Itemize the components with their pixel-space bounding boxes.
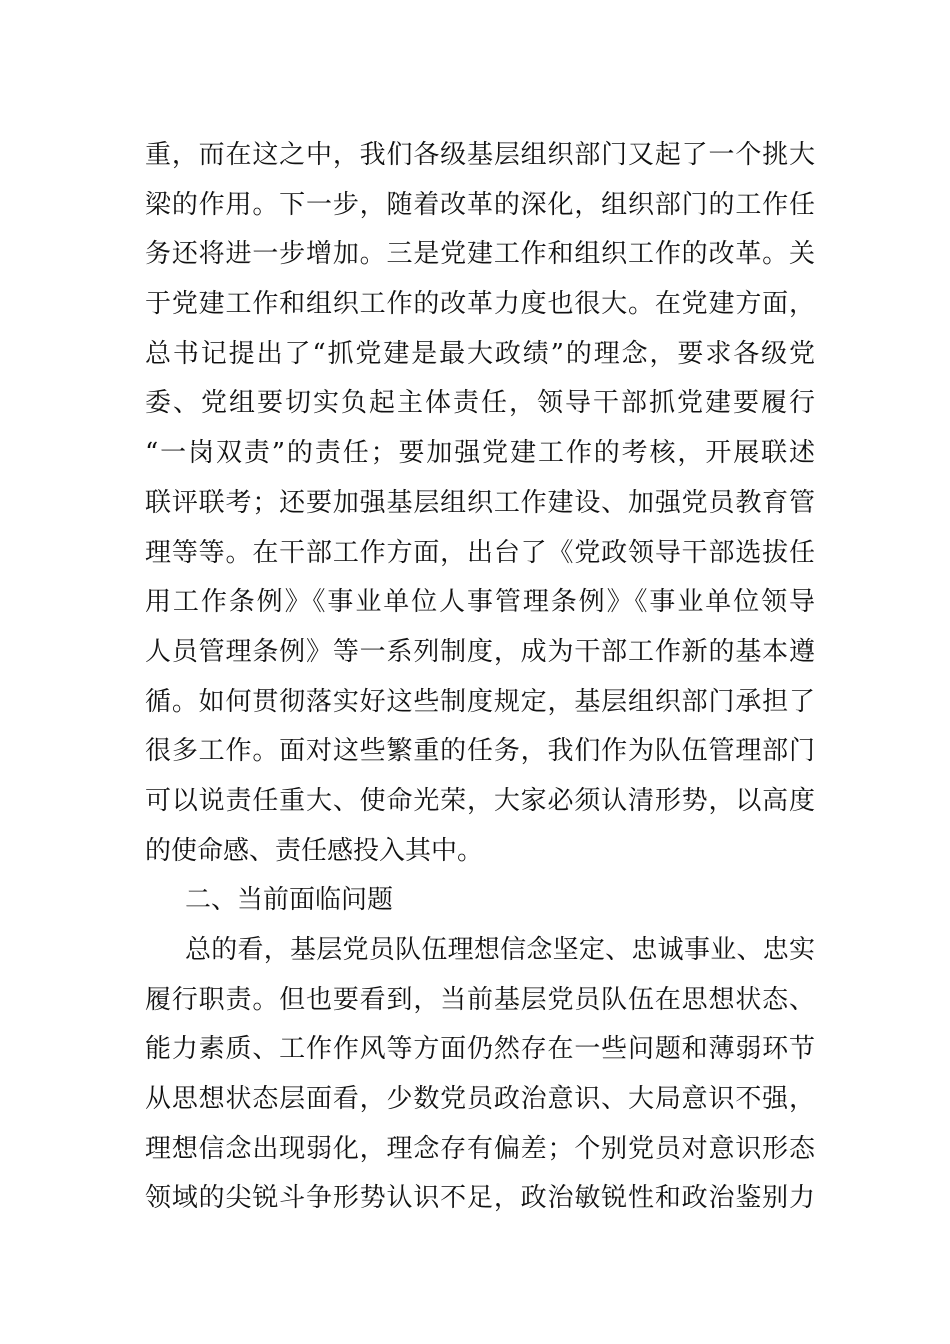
text-line-19: 能力素质、工作作风等方面仍然存在一些问题和薄弱环节 xyxy=(145,1034,815,1065)
text-line-22: 领域的尖锐斗争形势认识不足，政治敏锐性和政治鉴别力 xyxy=(145,1183,815,1214)
text-line-18: 履行职责。但也要看到，当前基层党员队伍在思想状态、 xyxy=(145,984,815,1015)
text-line-5: 总书记提出了“抓党建是最大政绩”的理念，要求各级党 xyxy=(145,338,815,369)
text-line-8: 联评联考；还要加强基层组织工作建设、加强党员教育管 xyxy=(145,487,815,518)
text-line-6: 委、党组要切实负起主体责任，领导干部抓党建要履行 xyxy=(145,388,815,419)
text-line-10: 用工作条例》《事业单位人事管理条例》《事业单位领导 xyxy=(145,587,815,618)
text-line-9: 理等等。在干部工作方面，出台了《党政领导干部选拔任 xyxy=(145,537,815,568)
text-line-7: “一岗双责”的责任；要加强党建工作的考核，开展联述 xyxy=(145,438,815,469)
text-line-2: 梁的作用。下一步，随着改革的深化，组织部门的工作任 xyxy=(145,189,815,220)
text-line-14: 可以说责任重大、使命光荣，大家必须认清形势，以高度 xyxy=(145,785,815,816)
text-line-3: 务还将进一步增加。三是党建工作和组织工作的改革。关 xyxy=(145,239,815,270)
text-line-17: 总的看，基层党员队伍理想信念坚定、忠诚事业、忠实 xyxy=(185,935,815,965)
text-line-21: 理想信念出现弱化，理念存有偏差；个别党员对意识形态 xyxy=(145,1133,815,1164)
text-line-11: 人员管理条例》等一系列制度，成为干部工作新的基本遵 xyxy=(145,636,815,667)
text-line-20: 从思想状态层面看，少数党员政治意识、大局意识不强， xyxy=(145,1084,815,1115)
text-line-4: 于党建工作和组织工作的改革力度也很大。在党建方面， xyxy=(145,289,815,320)
body-text xyxy=(145,131,815,1224)
text-line-12: 循。如何贯彻落实好这些制度规定，基层组织部门承担了 xyxy=(145,686,815,717)
text-line-1: 重，而在这之中，我们各级基层组织部门又起了一个挑大 xyxy=(145,140,815,170)
text-line-13: 很多工作。面对这些繁重的任务，我们作为队伍管理部门 xyxy=(145,736,815,767)
section-heading: 二、当前面临问题 xyxy=(185,885,394,916)
text-line-15: 的使命感、责任感投入其中。 xyxy=(145,835,484,866)
